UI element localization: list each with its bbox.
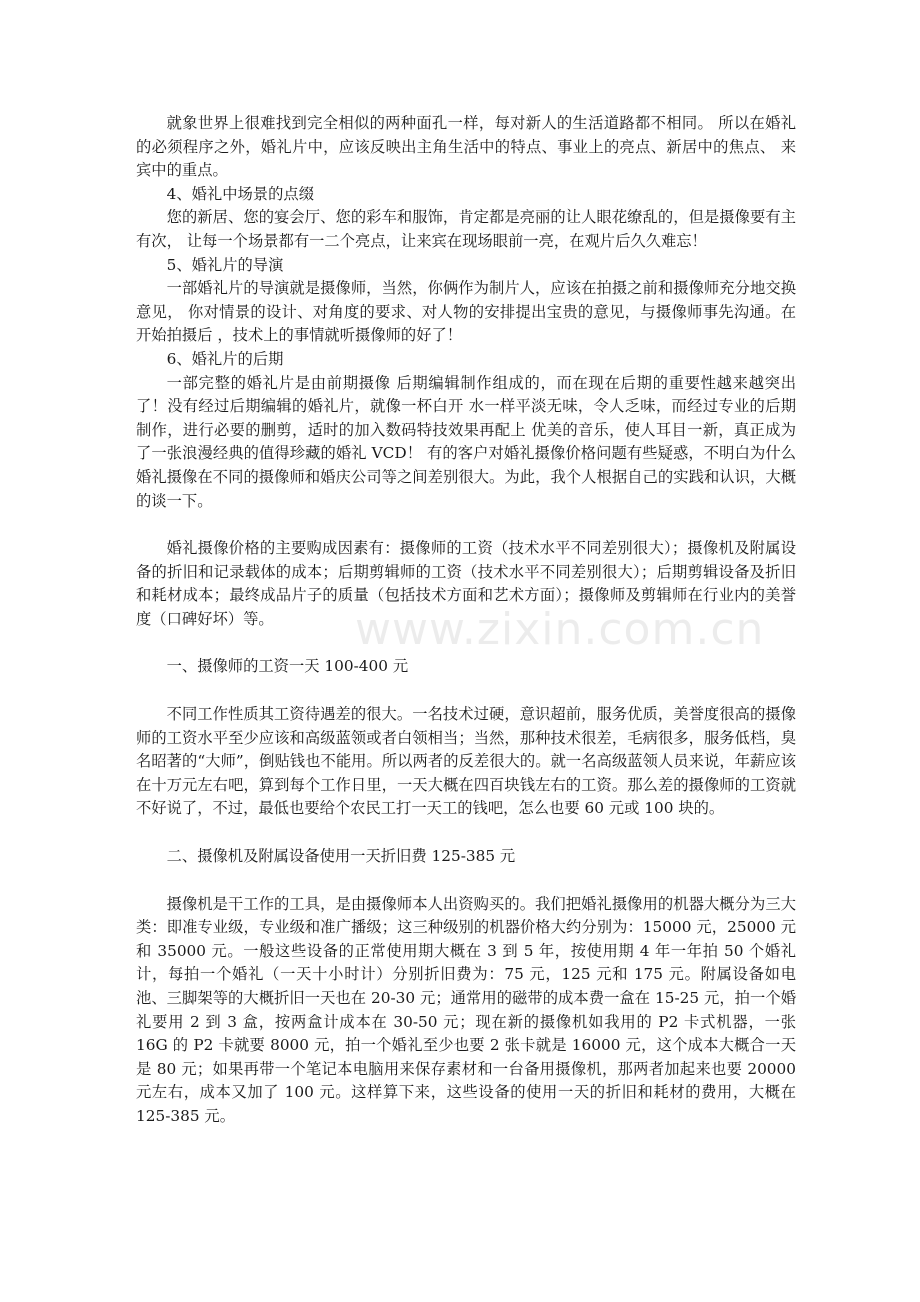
body-paragraph: 一部完整的婚礼片是由前期摄像 后期编辑制作组成的，而在现在后期的重要性越来越突出了！没有经过后期编辑的婚礼片，就像一杯白开 水一样平淡无味，令人乏味，而经过专业的后期制作，进行必要的删剪，适时的加入数码特技效果再配上 优美的音乐，使人耳目一新，真正成为了一张浪漫经典的值得珍藏的婚礼 VCD！ 有的客户对婚礼摄像价格问题有些疑惑，不明白为什么婚礼摄像在不同的摄像师和婚庆公司等之间差别很大。为此，我个人根据自己的实践和认识，大概的谈一下。: [136, 373, 796, 510]
body-paragraph: 一部婚礼片的导演就是摄像师，当然，你俩作为制片人，应该在拍摄之前和摄像师充分地交换意见， 你对情景的设计、对角度的要求、对人物的安排提出宝贵的意见，与摄像师事先沟通。在开始拍摄后 ，技术上的事情就听摄像师的好了！: [136, 279, 796, 345]
body-paragraph: 婚礼摄像价格的主要购成因素有：摄像师的工资（技术水平不同差别很大）；摄像机及附属设备的折旧和记录载体的成本；后期剪辑师的工资（技术水平不同差别很大）；后期剪辑设备及折旧和耗材成本；最终成品片子的质量（包括技术方面和艺术方面）；摄像师及剪辑师在行业内的美誉度（口碑好坏）等。: [136, 539, 796, 628]
body-paragraph: 摄像机是干工作的工具，是由摄像师本人出资购买的。我们把婚礼摄像用的机器大概分为三大类：即准专业级，专业级和准广播级；这三种级别的机器价格大约分别为：15000 元，25000 元和 35000 元。一般这些设备的正常使用期大概在 3 到 5 年，按使用期 4 年一年拍 50 个婚礼计，每拍一个婚礼（一天十小时计）分别折旧费为：75 元，125 元和 175 元。附属设备如电池、三脚架等的大概折旧一天也在 20-30 元；通常用的磁带的成本费一盒在 15-25 元，拍一个婚礼要用 2 到 3 盒，按两盒计成本在 30-50 元；现在新的摄像机如我用的 P2 卡式机器，一张 16G 的 P2 卡就要 8000 元，拍一个婚礼至少也要 2 张卡就是 16000 元，这个成本大概合一天是 80 元；如果再带一个笔记本电脑用来保存素材和一台备用摄像机，那两者加起来也要 20000 元左右，成本又加了 100 元。这样算下来，这些设备的使用一天的折旧和耗材的费用，大概在 125-385 元。: [136, 894, 796, 1125]
body-paragraph: 就象世界上很难找到完全相似的两种面孔一样，每对新人的生活道路都不相同。 所以在婚礼的必须程序之外，婚礼片中，应该反映出主角生活中的特点、事业上的亮点、新居中的焦点、 来宾中的重点。: [136, 114, 796, 180]
section-heading: 5、婚礼片的导演: [166, 255, 284, 274]
body-paragraph: 不同工作性质其工资待遇差的很大。一名技术过硬，意识超前，服务优质，美誉度很高的摄像师的工资水平至少应该和高级蓝领或者白领相当；当然，那种技术很差，毛病很多，服务低档，臭名昭著的“大师”，倒贴钱也不能用。所以两者的反差很大的。就一名高级蓝领人员来说，年薪应该在十万元左右吧，算到每个工作日里，一天大概在四百块钱左右的工资。那么差的摄像师的工资就不好说了，不过，最低也要给个农民工打一天工的钱吧，怎么也要 60 元或 100 块的。: [136, 705, 796, 818]
document-body: [136, 112, 796, 1129]
watermark: www.zixin.com.cn: [355, 604, 765, 655]
section-heading: 4、婚礼中场景的点缀: [166, 184, 314, 203]
body-paragraph: 您的新居、您的宴会厅、您的彩车和服饰，肯定都是亮丽的让人眼花缭乱的，但是摄像要有主有次， 让每一个场景都有一二个亮点，让来宾在现场眼前一亮，在观片后久久难忘！: [136, 208, 796, 250]
section-heading: 二、摄像机及附属设备使用一天折旧费 125-385 元: [166, 847, 516, 866]
section-heading: 6、婚礼片的后期: [166, 349, 284, 368]
section-heading: 一、摄像师的工资一天 100-400 元: [166, 657, 409, 676]
